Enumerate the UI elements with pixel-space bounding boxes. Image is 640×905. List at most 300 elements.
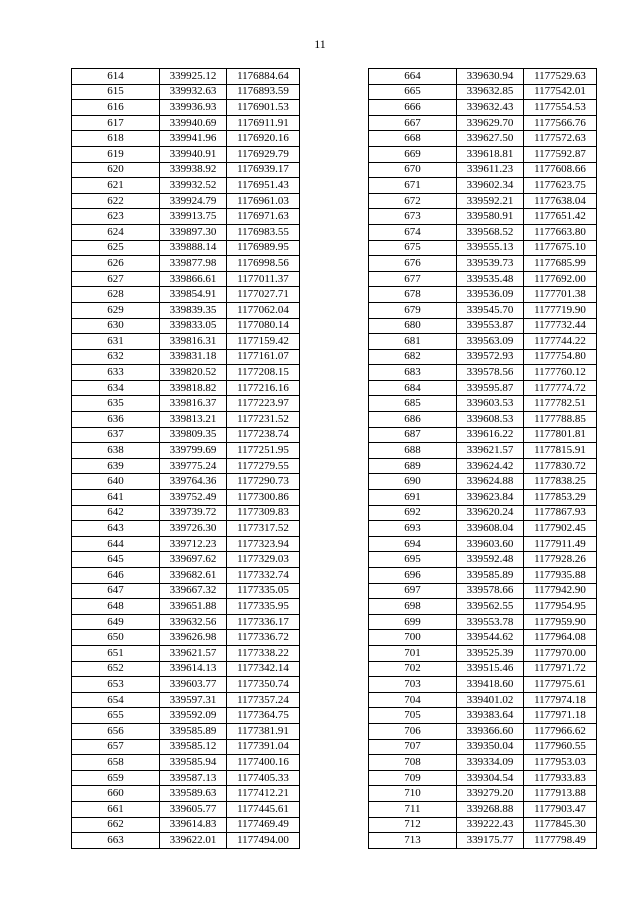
x-coordinate-cell: 339775.24 xyxy=(160,458,227,474)
x-coordinate-cell: 339572.93 xyxy=(457,349,524,365)
x-coordinate-cell: 339632.43 xyxy=(457,100,524,116)
table-row xyxy=(369,84,597,100)
point-number-cell: 659 xyxy=(72,770,160,786)
table-row xyxy=(72,505,300,521)
y-coordinate-cell: 1177027.71 xyxy=(227,287,300,303)
table-row xyxy=(369,474,597,490)
y-coordinate-cell: 1177954.95 xyxy=(524,599,597,615)
x-coordinate-cell: 339595.87 xyxy=(457,380,524,396)
y-coordinate-cell: 1177592.87 xyxy=(524,146,597,162)
table-row xyxy=(72,209,300,225)
y-coordinate-cell: 1177608.66 xyxy=(524,162,597,178)
point-number-cell: 685 xyxy=(369,396,457,412)
point-number-cell: 635 xyxy=(72,396,160,412)
x-coordinate-cell: 339651.88 xyxy=(160,599,227,615)
point-number-cell: 686 xyxy=(369,412,457,428)
x-coordinate-cell: 339304.54 xyxy=(457,770,524,786)
table-row xyxy=(369,318,597,334)
x-coordinate-cell: 339597.31 xyxy=(160,692,227,708)
table-row xyxy=(72,162,300,178)
table-row xyxy=(369,505,597,521)
x-coordinate-cell: 339618.81 xyxy=(457,146,524,162)
x-coordinate-cell: 339667.32 xyxy=(160,583,227,599)
point-number-cell: 628 xyxy=(72,287,160,303)
x-coordinate-cell: 339605.77 xyxy=(160,801,227,817)
x-coordinate-cell: 339545.70 xyxy=(457,302,524,318)
x-coordinate-cell: 339539.73 xyxy=(457,256,524,272)
point-number-cell: 625 xyxy=(72,240,160,256)
y-coordinate-cell: 1177529.63 xyxy=(524,69,597,85)
y-coordinate-cell: 1177971.72 xyxy=(524,661,597,677)
table-row xyxy=(72,521,300,537)
table-row xyxy=(369,755,597,771)
table-row xyxy=(72,552,300,568)
table-row xyxy=(369,302,597,318)
point-number-cell: 660 xyxy=(72,786,160,802)
y-coordinate-cell: 1177651.42 xyxy=(524,209,597,225)
point-number-cell: 661 xyxy=(72,801,160,817)
point-number-cell: 663 xyxy=(72,833,160,849)
x-coordinate-cell: 339562.55 xyxy=(457,599,524,615)
x-coordinate-cell: 339712.23 xyxy=(160,536,227,552)
table-row xyxy=(72,224,300,240)
table-row xyxy=(72,708,300,724)
x-coordinate-cell: 339279.20 xyxy=(457,786,524,802)
y-coordinate-cell: 1176989.95 xyxy=(227,240,300,256)
coordinates-table-right xyxy=(368,68,597,849)
x-coordinate-cell: 339553.78 xyxy=(457,614,524,630)
x-coordinate-cell: 339816.31 xyxy=(160,334,227,350)
point-number-cell: 649 xyxy=(72,614,160,630)
x-coordinate-cell: 339820.52 xyxy=(160,365,227,381)
table-row xyxy=(72,178,300,194)
table-row xyxy=(369,224,597,240)
y-coordinate-cell: 1177732.44 xyxy=(524,318,597,334)
x-coordinate-cell: 339620.24 xyxy=(457,505,524,521)
x-coordinate-cell: 339888.14 xyxy=(160,240,227,256)
y-coordinate-cell: 1177391.04 xyxy=(227,739,300,755)
table-row xyxy=(369,131,597,147)
coordinates-table-left-body xyxy=(72,69,300,849)
table-row xyxy=(369,661,597,677)
point-number-cell: 631 xyxy=(72,334,160,350)
x-coordinate-cell: 339752.49 xyxy=(160,490,227,506)
point-number-cell: 624 xyxy=(72,224,160,240)
x-coordinate-cell: 339932.63 xyxy=(160,84,227,100)
table-row xyxy=(72,833,300,849)
y-coordinate-cell: 1177329.03 xyxy=(227,552,300,568)
x-coordinate-cell: 339809.35 xyxy=(160,427,227,443)
table-row xyxy=(72,474,300,490)
y-coordinate-cell: 1177903.47 xyxy=(524,801,597,817)
point-number-cell: 694 xyxy=(369,536,457,552)
y-coordinate-cell: 1177960.55 xyxy=(524,739,597,755)
table-row xyxy=(369,458,597,474)
x-coordinate-cell: 339936.93 xyxy=(160,100,227,116)
page-number: 11 xyxy=(314,37,326,51)
point-number-cell: 641 xyxy=(72,490,160,506)
point-number-cell: 691 xyxy=(369,490,457,506)
y-coordinate-cell: 1177675.10 xyxy=(524,240,597,256)
x-coordinate-cell: 339866.61 xyxy=(160,271,227,287)
x-coordinate-cell: 339833.05 xyxy=(160,318,227,334)
y-coordinate-cell: 1177494.00 xyxy=(227,833,300,849)
table-row xyxy=(72,614,300,630)
coordinates-table-left xyxy=(71,68,300,849)
y-coordinate-cell: 1177692.00 xyxy=(524,271,597,287)
x-coordinate-cell: 339383.64 xyxy=(457,708,524,724)
y-coordinate-cell: 1177798.49 xyxy=(524,833,597,849)
y-coordinate-cell: 1177663.80 xyxy=(524,224,597,240)
y-coordinate-cell: 1177554.53 xyxy=(524,100,597,116)
y-coordinate-cell: 1176961.03 xyxy=(227,193,300,209)
point-number-cell: 643 xyxy=(72,521,160,537)
point-number-cell: 678 xyxy=(369,287,457,303)
x-coordinate-cell: 339897.30 xyxy=(160,224,227,240)
table-row xyxy=(72,583,300,599)
y-coordinate-cell: 1177342.14 xyxy=(227,661,300,677)
x-coordinate-cell: 339630.94 xyxy=(457,69,524,85)
table-row xyxy=(72,490,300,506)
x-coordinate-cell: 339578.66 xyxy=(457,583,524,599)
x-coordinate-cell: 339932.52 xyxy=(160,178,227,194)
table-row xyxy=(369,583,597,599)
y-coordinate-cell: 1176983.55 xyxy=(227,224,300,240)
table-row xyxy=(369,162,597,178)
table-row xyxy=(369,146,597,162)
table-row xyxy=(72,396,300,412)
y-coordinate-cell: 1177788.85 xyxy=(524,412,597,428)
point-number-cell: 708 xyxy=(369,755,457,771)
point-number-cell: 701 xyxy=(369,645,457,661)
table-row xyxy=(369,193,597,209)
x-coordinate-cell: 339764.36 xyxy=(160,474,227,490)
y-coordinate-cell: 1177638.04 xyxy=(524,193,597,209)
x-coordinate-cell: 339592.09 xyxy=(160,708,227,724)
point-number-cell: 619 xyxy=(72,146,160,162)
x-coordinate-cell: 339799.69 xyxy=(160,443,227,459)
table-row xyxy=(369,365,597,381)
y-coordinate-cell: 1176929.79 xyxy=(227,146,300,162)
y-coordinate-cell: 1176971.63 xyxy=(227,209,300,225)
x-coordinate-cell: 339608.53 xyxy=(457,412,524,428)
table-row xyxy=(72,427,300,443)
table-row xyxy=(369,645,597,661)
x-coordinate-cell: 339589.63 xyxy=(160,786,227,802)
table-row xyxy=(369,552,597,568)
x-coordinate-cell: 339592.21 xyxy=(457,193,524,209)
table-row xyxy=(369,630,597,646)
point-number-cell: 710 xyxy=(369,786,457,802)
point-number-cell: 695 xyxy=(369,552,457,568)
y-coordinate-cell: 1177971.18 xyxy=(524,708,597,724)
point-number-cell: 636 xyxy=(72,412,160,428)
y-coordinate-cell: 1177623.75 xyxy=(524,178,597,194)
x-coordinate-cell: 339682.61 xyxy=(160,568,227,584)
point-number-cell: 618 xyxy=(72,131,160,147)
point-number-cell: 687 xyxy=(369,427,457,443)
x-coordinate-cell: 339268.88 xyxy=(457,801,524,817)
y-coordinate-cell: 1177928.26 xyxy=(524,552,597,568)
point-number-cell: 640 xyxy=(72,474,160,490)
x-coordinate-cell: 339602.34 xyxy=(457,178,524,194)
point-number-cell: 672 xyxy=(369,193,457,209)
table-row xyxy=(72,240,300,256)
table-row xyxy=(72,146,300,162)
table-row xyxy=(72,817,300,833)
y-coordinate-cell: 1177223.97 xyxy=(227,396,300,412)
table-row xyxy=(369,708,597,724)
table-row xyxy=(72,334,300,350)
x-coordinate-cell: 339813.21 xyxy=(160,412,227,428)
point-number-cell: 647 xyxy=(72,583,160,599)
y-coordinate-cell: 1177445.61 xyxy=(227,801,300,817)
point-number-cell: 690 xyxy=(369,474,457,490)
x-coordinate-cell: 339603.60 xyxy=(457,536,524,552)
y-coordinate-cell: 1177231.52 xyxy=(227,412,300,428)
x-coordinate-cell: 339913.75 xyxy=(160,209,227,225)
point-number-cell: 702 xyxy=(369,661,457,677)
x-coordinate-cell: 339555.13 xyxy=(457,240,524,256)
y-coordinate-cell: 1177159.42 xyxy=(227,334,300,350)
point-number-cell: 646 xyxy=(72,568,160,584)
x-coordinate-cell: 339553.87 xyxy=(457,318,524,334)
x-coordinate-cell: 339585.89 xyxy=(457,568,524,584)
x-coordinate-cell: 339585.94 xyxy=(160,755,227,771)
point-number-cell: 681 xyxy=(369,334,457,350)
y-coordinate-cell: 1177953.03 xyxy=(524,755,597,771)
point-number-cell: 677 xyxy=(369,271,457,287)
table-row xyxy=(72,100,300,116)
point-number-cell: 614 xyxy=(72,69,160,85)
x-coordinate-cell: 339739.72 xyxy=(160,505,227,521)
y-coordinate-cell: 1177400.16 xyxy=(227,755,300,771)
y-coordinate-cell: 1177959.90 xyxy=(524,614,597,630)
x-coordinate-cell: 339624.88 xyxy=(457,474,524,490)
point-number-cell: 706 xyxy=(369,723,457,739)
point-number-cell: 629 xyxy=(72,302,160,318)
table-row xyxy=(369,677,597,693)
x-coordinate-cell: 339614.83 xyxy=(160,817,227,833)
table-row xyxy=(369,209,597,225)
y-coordinate-cell: 1177080.14 xyxy=(227,318,300,334)
x-coordinate-cell: 339925.12 xyxy=(160,69,227,85)
table-row xyxy=(72,755,300,771)
point-number-cell: 658 xyxy=(72,755,160,771)
table-row xyxy=(72,677,300,693)
point-number-cell: 623 xyxy=(72,209,160,225)
point-number-cell: 650 xyxy=(72,630,160,646)
y-coordinate-cell: 1177364.75 xyxy=(227,708,300,724)
table-row xyxy=(72,770,300,786)
x-coordinate-cell: 339515.46 xyxy=(457,661,524,677)
table-row xyxy=(369,256,597,272)
table-row xyxy=(369,723,597,739)
y-coordinate-cell: 1176911.91 xyxy=(227,115,300,131)
y-coordinate-cell: 1177935.88 xyxy=(524,568,597,584)
x-coordinate-cell: 339580.91 xyxy=(457,209,524,225)
y-coordinate-cell: 1177011.37 xyxy=(227,271,300,287)
y-coordinate-cell: 1177853.29 xyxy=(524,490,597,506)
point-number-cell: 666 xyxy=(369,100,457,116)
table-row xyxy=(369,833,597,849)
x-coordinate-cell: 339621.57 xyxy=(160,645,227,661)
table-row xyxy=(72,786,300,802)
y-coordinate-cell: 1177469.49 xyxy=(227,817,300,833)
table-row xyxy=(72,365,300,381)
table-row xyxy=(369,69,597,85)
table-row xyxy=(369,614,597,630)
y-coordinate-cell: 1177572.63 xyxy=(524,131,597,147)
point-number-cell: 673 xyxy=(369,209,457,225)
x-coordinate-cell: 339608.04 xyxy=(457,521,524,537)
point-number-cell: 705 xyxy=(369,708,457,724)
x-coordinate-cell: 339603.77 xyxy=(160,677,227,693)
point-number-cell: 639 xyxy=(72,458,160,474)
table-row xyxy=(369,178,597,194)
y-coordinate-cell: 1177838.25 xyxy=(524,474,597,490)
x-coordinate-cell: 339816.37 xyxy=(160,396,227,412)
point-number-cell: 637 xyxy=(72,427,160,443)
point-number-cell: 712 xyxy=(369,817,457,833)
table-row xyxy=(72,412,300,428)
x-coordinate-cell: 339940.91 xyxy=(160,146,227,162)
table-row xyxy=(369,817,597,833)
y-coordinate-cell: 1177405.33 xyxy=(227,770,300,786)
table-row xyxy=(72,801,300,817)
x-coordinate-cell: 339877.98 xyxy=(160,256,227,272)
x-coordinate-cell: 339578.56 xyxy=(457,365,524,381)
x-coordinate-cell: 339616.22 xyxy=(457,427,524,443)
point-number-cell: 657 xyxy=(72,739,160,755)
table-row xyxy=(369,115,597,131)
y-coordinate-cell: 1177336.72 xyxy=(227,630,300,646)
point-number-cell: 703 xyxy=(369,677,457,693)
y-coordinate-cell: 1177845.30 xyxy=(524,817,597,833)
x-coordinate-cell: 339941.96 xyxy=(160,131,227,147)
x-coordinate-cell: 339938.92 xyxy=(160,162,227,178)
point-number-cell: 680 xyxy=(369,318,457,334)
point-number-cell: 698 xyxy=(369,599,457,615)
x-coordinate-cell: 339536.09 xyxy=(457,287,524,303)
table-row xyxy=(369,396,597,412)
x-coordinate-cell: 339839.35 xyxy=(160,302,227,318)
y-coordinate-cell: 1176893.59 xyxy=(227,84,300,100)
table-row xyxy=(72,115,300,131)
y-coordinate-cell: 1177964.08 xyxy=(524,630,597,646)
point-number-cell: 626 xyxy=(72,256,160,272)
y-coordinate-cell: 1177913.88 xyxy=(524,786,597,802)
y-coordinate-cell: 1177300.86 xyxy=(227,490,300,506)
y-coordinate-cell: 1177332.74 xyxy=(227,568,300,584)
point-number-cell: 671 xyxy=(369,178,457,194)
table-row xyxy=(72,661,300,677)
table-row xyxy=(72,84,300,100)
table-row xyxy=(369,380,597,396)
y-coordinate-cell: 1177357.24 xyxy=(227,692,300,708)
table-row xyxy=(369,770,597,786)
y-coordinate-cell: 1176951.43 xyxy=(227,178,300,194)
table-row xyxy=(369,739,597,755)
table-row xyxy=(72,599,300,615)
y-coordinate-cell: 1176901.53 xyxy=(227,100,300,116)
point-number-cell: 688 xyxy=(369,443,457,459)
table-row xyxy=(369,568,597,584)
y-coordinate-cell: 1177238.74 xyxy=(227,427,300,443)
point-number-cell: 642 xyxy=(72,505,160,521)
x-coordinate-cell: 339418.60 xyxy=(457,677,524,693)
y-coordinate-cell: 1177902.45 xyxy=(524,521,597,537)
table-row xyxy=(72,443,300,459)
x-coordinate-cell: 339854.91 xyxy=(160,287,227,303)
point-number-cell: 707 xyxy=(369,739,457,755)
x-coordinate-cell: 339726.30 xyxy=(160,521,227,537)
point-number-cell: 615 xyxy=(72,84,160,100)
table-row xyxy=(369,334,597,350)
table-row xyxy=(72,458,300,474)
table-row xyxy=(369,536,597,552)
table-row xyxy=(72,692,300,708)
y-coordinate-cell: 1177942.90 xyxy=(524,583,597,599)
x-coordinate-cell: 339626.98 xyxy=(160,630,227,646)
x-coordinate-cell: 339592.48 xyxy=(457,552,524,568)
x-coordinate-cell: 339334.09 xyxy=(457,755,524,771)
y-coordinate-cell: 1177279.55 xyxy=(227,458,300,474)
y-coordinate-cell: 1177323.94 xyxy=(227,536,300,552)
x-coordinate-cell: 339222.43 xyxy=(457,817,524,833)
table-row xyxy=(72,723,300,739)
table-row xyxy=(369,412,597,428)
x-coordinate-cell: 339818.82 xyxy=(160,380,227,396)
y-coordinate-cell: 1177970.00 xyxy=(524,645,597,661)
point-number-cell: 689 xyxy=(369,458,457,474)
point-number-cell: 627 xyxy=(72,271,160,287)
point-number-cell: 648 xyxy=(72,599,160,615)
point-number-cell: 668 xyxy=(369,131,457,147)
y-coordinate-cell: 1177782.51 xyxy=(524,396,597,412)
table-row xyxy=(72,568,300,584)
x-coordinate-cell: 339831.18 xyxy=(160,349,227,365)
x-coordinate-cell: 339535.48 xyxy=(457,271,524,287)
point-number-cell: 656 xyxy=(72,723,160,739)
x-coordinate-cell: 339697.62 xyxy=(160,552,227,568)
y-coordinate-cell: 1176939.17 xyxy=(227,162,300,178)
y-coordinate-cell: 1177933.83 xyxy=(524,770,597,786)
x-coordinate-cell: 339632.85 xyxy=(457,84,524,100)
point-number-cell: 621 xyxy=(72,178,160,194)
x-coordinate-cell: 339924.79 xyxy=(160,193,227,209)
table-row xyxy=(72,380,300,396)
x-coordinate-cell: 339632.56 xyxy=(160,614,227,630)
point-number-cell: 638 xyxy=(72,443,160,459)
point-number-cell: 670 xyxy=(369,162,457,178)
point-number-cell: 651 xyxy=(72,645,160,661)
point-number-cell: 622 xyxy=(72,193,160,209)
y-coordinate-cell: 1177208.15 xyxy=(227,365,300,381)
y-coordinate-cell: 1177830.72 xyxy=(524,458,597,474)
point-number-cell: 664 xyxy=(369,69,457,85)
table-row xyxy=(369,100,597,116)
x-coordinate-cell: 339621.57 xyxy=(457,443,524,459)
y-coordinate-cell: 1177701.38 xyxy=(524,287,597,303)
y-coordinate-cell: 1177336.17 xyxy=(227,614,300,630)
table-row xyxy=(369,271,597,287)
point-number-cell: 682 xyxy=(369,349,457,365)
y-coordinate-cell: 1177335.05 xyxy=(227,583,300,599)
point-number-cell: 665 xyxy=(369,84,457,100)
y-coordinate-cell: 1177801.81 xyxy=(524,427,597,443)
point-number-cell: 675 xyxy=(369,240,457,256)
